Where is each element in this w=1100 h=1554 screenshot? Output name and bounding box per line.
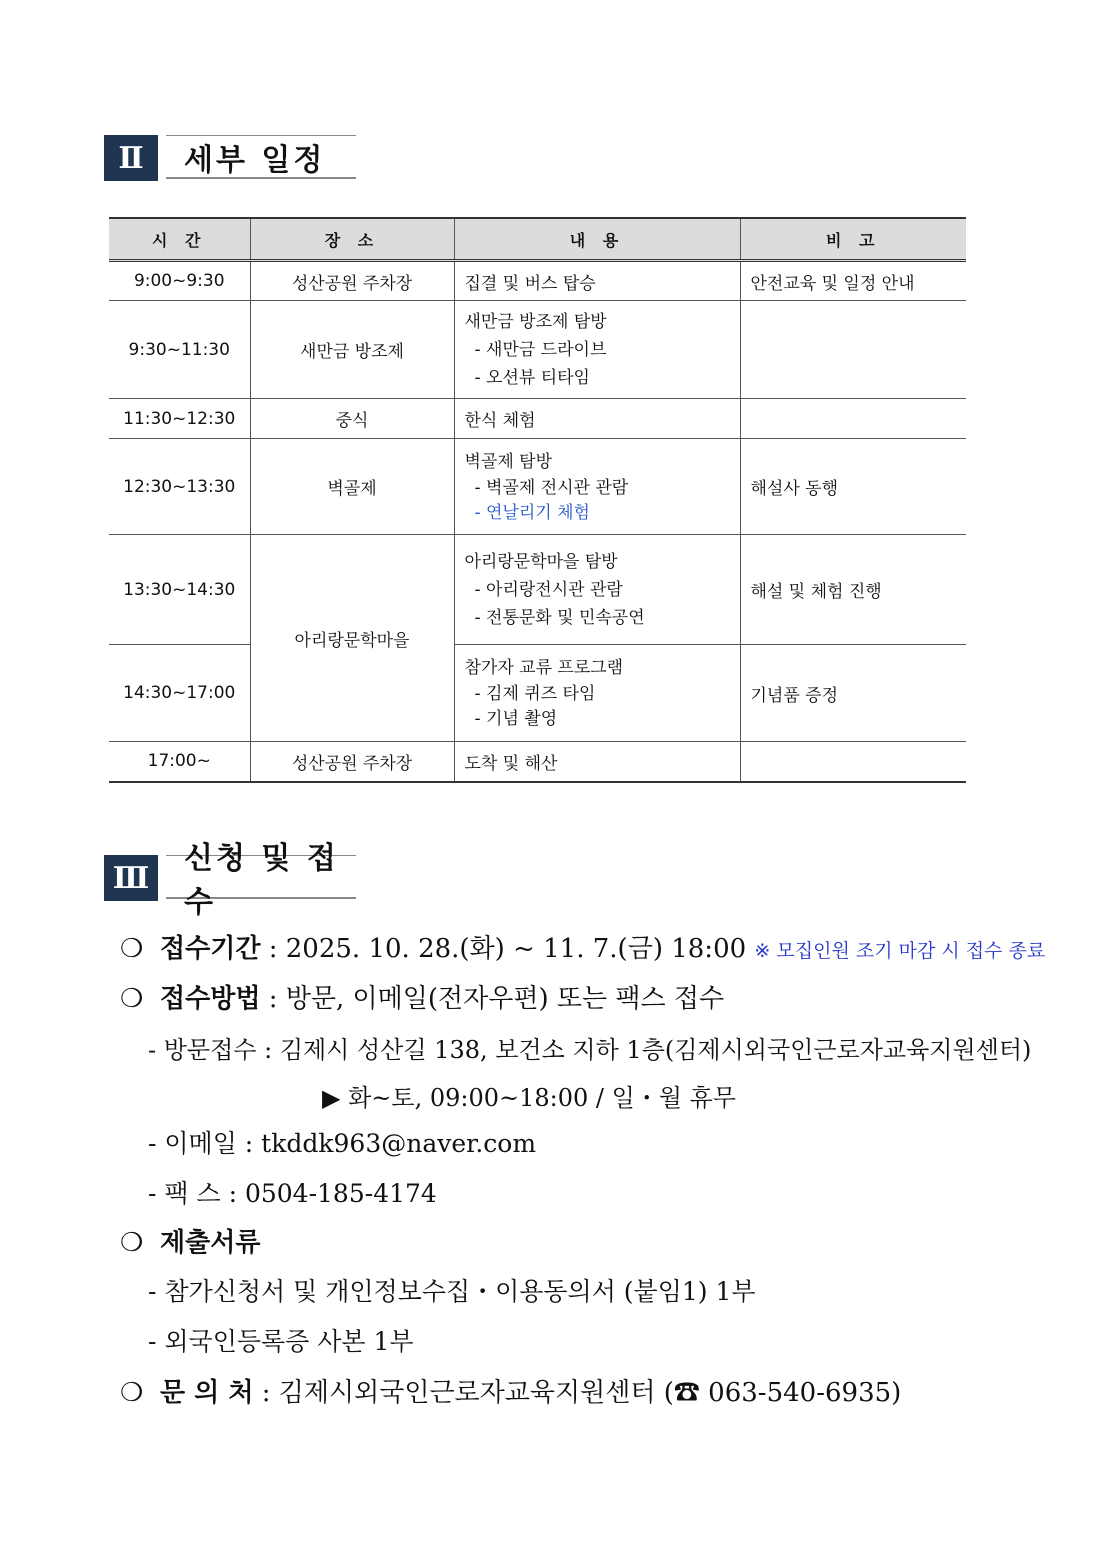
table-row — [109, 645, 966, 742]
table-row — [109, 535, 966, 645]
email-info: - 이메일 : tkddk963@naver.com — [148, 1129, 537, 1158]
content-title: 아리랑문학마을 탐방 — [464, 551, 618, 572]
cell-place: 새만금 방조제 — [250, 301, 454, 399]
section-numeral: Ⅱ — [104, 135, 158, 181]
method-label: 접수방법 — [160, 984, 261, 1014]
cell-content — [454, 535, 740, 645]
period-note: ※ 모집인원 조기 마감 시 접수 종료 — [754, 940, 1046, 962]
document-item: - 외국인등록증 사본 1부 — [148, 1327, 414, 1356]
docs-label: 제출서류 — [160, 1228, 261, 1258]
cell-place: 아리랑문학마을 — [250, 535, 454, 742]
cell-time: 9:00~9:30 — [109, 261, 250, 301]
contact-label: 문 의 처 — [160, 1378, 254, 1408]
content-item: - 오션뷰 티타임 — [474, 367, 590, 388]
cell-place: 성산공원 주차장 — [250, 742, 454, 782]
content-title: 벽골제 탐방 — [464, 451, 553, 472]
cell-content: 한식 체험 — [454, 399, 740, 439]
header-content: 내 용 — [454, 218, 740, 261]
cell-content — [454, 645, 740, 742]
apply-documents — [120, 1222, 260, 1259]
fax-info: - 팩 스 : 0504-185-4174 — [148, 1179, 437, 1208]
cell-note — [740, 742, 966, 782]
period-value: : 2025. 10. 28.(화) ~ 11. 7.(금) 18:00 — [268, 934, 747, 964]
content-title: 참가자 교류 프로그램 — [464, 658, 624, 678]
section-numeral: Ⅲ — [104, 855, 158, 901]
table-row — [109, 742, 966, 782]
cell-note: 기념품 증정 — [740, 645, 966, 742]
cell-content: 도착 및 해산 — [454, 742, 740, 782]
contact-value: : 김제시외국인근로자교육지원센터 (☎ 063-540-6935) — [261, 1378, 902, 1408]
cell-note: 안전교육 및 일정 안내 — [740, 261, 966, 301]
cell-note: 해설 및 체험 진행 — [740, 535, 966, 645]
content-item: - 연날리기 체험 — [474, 502, 590, 523]
cell-time: 11:30~12:30 — [109, 399, 250, 439]
table-row — [109, 301, 966, 399]
content-item: - 새만금 드라이브 — [474, 339, 607, 360]
apply-contact — [120, 1372, 901, 1409]
cell-place: 성산공원 주차장 — [250, 261, 454, 301]
content-title: 새만금 방조제 탐방 — [464, 311, 607, 332]
bullet-circle-icon: ❍ — [120, 934, 144, 964]
apply-method — [120, 978, 724, 1015]
table-row — [109, 439, 966, 535]
content-item: - 전통문화 및 민속공연 — [474, 607, 645, 628]
cell-note — [740, 399, 966, 439]
schedule-table — [109, 217, 966, 783]
header-note: 비 고 — [740, 218, 966, 261]
bullet-circle-icon: ❍ — [120, 1378, 144, 1408]
method-value: : 방문, 이메일(전자우편) 또는 팩스 접수 — [268, 984, 725, 1014]
cell-time: 14:30~17:00 — [109, 645, 250, 742]
cell-content — [454, 301, 740, 399]
cell-note: 해설사 동행 — [740, 439, 966, 535]
cell-time: 9:30~11:30 — [109, 301, 250, 399]
content-item: - 기념 촬영 — [474, 709, 558, 729]
cell-place: 중식 — [250, 399, 454, 439]
visit-hours: ▶ 화~토, 09:00~18:00 / 일・월 휴무 — [322, 1084, 736, 1112]
table-row — [109, 261, 966, 301]
cell-time: 17:00~ — [109, 742, 250, 782]
bullet-circle-icon: ❍ — [120, 984, 144, 1014]
document-item: - 참가신청서 및 개인정보수집・이용동의서 (붙임1) 1부 — [148, 1277, 756, 1306]
visit-info: - 방문접수 : 김제시 성산길 138, 보건소 지하 1층(김제시외국인근로자교육지원센터) — [148, 1036, 1032, 1064]
section-title: 신청 및 접수 — [166, 855, 356, 899]
cell-place: 벽골제 — [250, 439, 454, 535]
header-time: 시 간 — [109, 218, 250, 261]
bullet-circle-icon: ❍ — [120, 1228, 144, 1258]
header-place: 장 소 — [250, 218, 454, 261]
cell-content — [454, 439, 740, 535]
period-label: 접수기간 — [160, 934, 261, 964]
table-header-row — [109, 218, 966, 261]
content-item: - 벽골제 전시관 관람 — [474, 477, 629, 498]
content-item: - 김제 퀴즈 타임 — [474, 684, 596, 704]
content-item: - 아리랑전시관 관람 — [474, 579, 623, 600]
section-title: 세부 일정 — [166, 135, 356, 179]
table-row — [109, 399, 966, 439]
cell-content: 집결 및 버스 탑승 — [454, 261, 740, 301]
apply-period — [120, 928, 1045, 965]
cell-time: 13:30~14:30 — [109, 535, 250, 645]
cell-note — [740, 301, 966, 399]
cell-time: 12:30~13:30 — [109, 439, 250, 535]
